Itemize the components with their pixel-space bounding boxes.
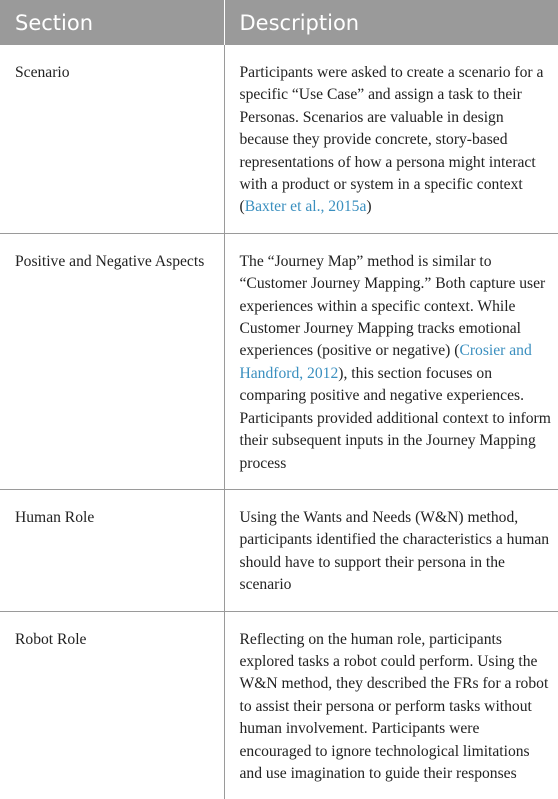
table-row xyxy=(0,45,558,233)
header-section: Section xyxy=(0,0,224,45)
description-text: ) xyxy=(366,198,372,216)
table-header xyxy=(0,0,558,45)
citation-link[interactable]: Crosier and Handford, 2012 xyxy=(239,342,532,382)
table-body xyxy=(0,45,558,799)
description-text: ), this section focuses on comparing positive and negative experiences. Participants provided additional context to inform their subsequent inputs in the Journey Mapping process xyxy=(239,364,551,472)
table-row xyxy=(0,233,558,489)
row-description-human-role xyxy=(224,489,558,611)
row-section-human-role: Human Role xyxy=(0,489,224,611)
row-description-scenario xyxy=(224,45,558,233)
table-row xyxy=(0,489,558,611)
description-text: Using the Wants and Needs (W&N) method, participants identified the characteristics a human should have to support their persona in the scenario xyxy=(239,508,550,594)
row-section-robot-role: Robot Role xyxy=(15,630,87,648)
citation-link[interactable]: Baxter et al., 2015a xyxy=(244,198,367,216)
table-row xyxy=(0,611,558,799)
description-text: Reflecting on the human role, participants explored tasks a robot could perform. Using the W&N method, they described the FRs for a robot to assist their persona or perform tasks without human involvement. Participants were encouraged to ignore technological limitations and use imagination to guide their responses xyxy=(239,630,549,782)
row-section-scenario: Scenario xyxy=(0,45,224,233)
description-text: The “Journey Map” method is similar to “Customer Journey Mapping.” Both capture user experiences within a specific context. While Customer Journey Mapping tracks emotional experiences (positive or negative) ( xyxy=(239,252,546,360)
row-description-positive-negative xyxy=(224,233,558,489)
row-description-robot-role xyxy=(224,611,558,799)
description-text: Participants were asked to create a scenario for a specific “Use Case” and assign a task to their Personas. Scenarios are valuable in design because they provide concrete, story-based representations of how a persona might interact with a product or system in a specific context ( xyxy=(239,64,544,216)
row-section-positive-negative: Positive and Negative Aspects xyxy=(0,233,224,489)
header-row xyxy=(0,0,558,45)
header-description: Description xyxy=(224,0,558,45)
